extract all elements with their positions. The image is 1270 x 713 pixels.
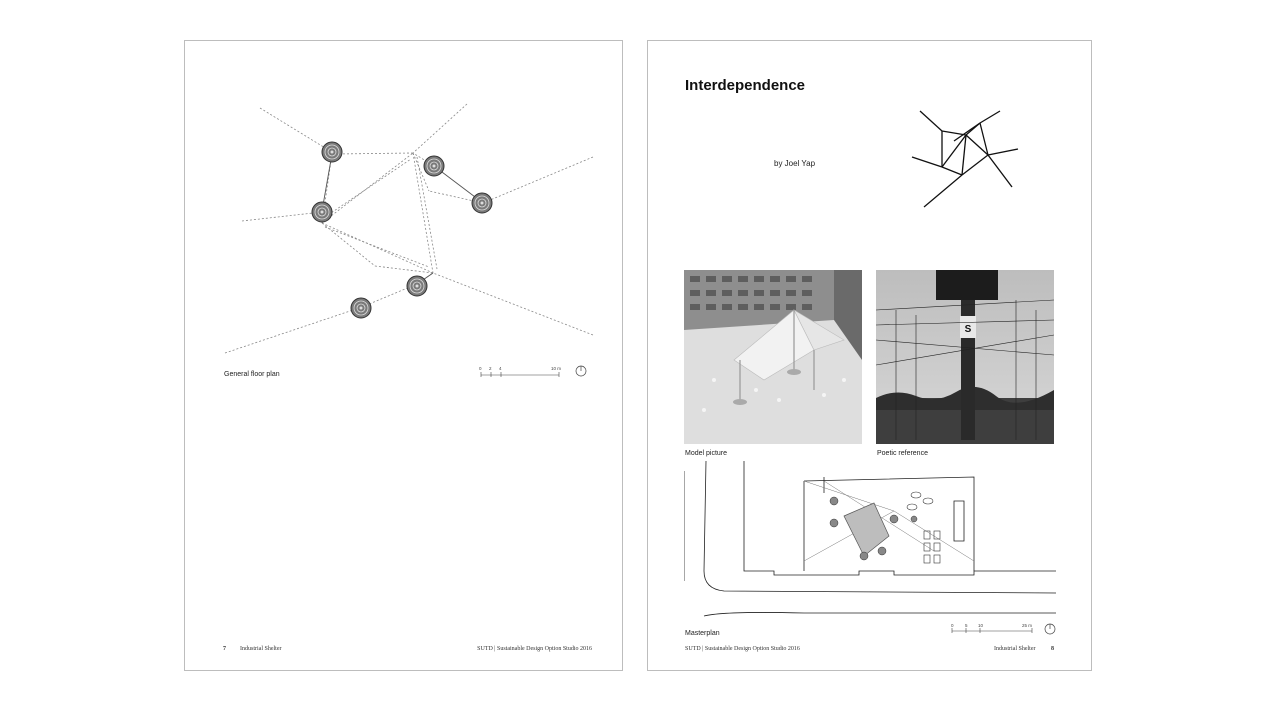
running-title: Industrial Shelter <box>240 646 282 652</box>
scale-tick: 25 m <box>1022 623 1033 628</box>
author-byline: by Joel Yap <box>774 159 816 168</box>
scale-tick: 5 <box>965 623 968 628</box>
north-arrow-icon <box>1045 624 1055 634</box>
model-photo <box>684 270 862 444</box>
scale-tick: 10 m <box>551 366 562 371</box>
sign-letter: S <box>964 324 972 335</box>
column-target-icon <box>407 276 427 296</box>
column-target-icon <box>312 202 332 222</box>
column-target-icon <box>351 298 371 318</box>
scale-tick: 0 <box>951 623 954 628</box>
primary-struts <box>322 154 483 284</box>
left-page <box>184 40 623 671</box>
scale-tick: 2 <box>489 366 492 371</box>
north-arrow-icon <box>576 366 586 376</box>
running-header-left: SUTD | Sustainable Design Option Studio 2016 <box>685 646 800 652</box>
scale-tick: 0 <box>479 366 482 371</box>
masterplan-scale-bar <box>948 619 1060 639</box>
column-target-icon <box>472 193 492 213</box>
right-page <box>647 40 1092 671</box>
figure-caption: General floor plan <box>224 371 280 378</box>
page-number: 8 <box>1051 646 1054 652</box>
running-title: Industrial Shelter <box>994 646 1036 652</box>
concept-diagram <box>910 107 1022 213</box>
masterplan-caption: Masterplan <box>685 630 720 637</box>
column-target-icon <box>424 156 444 176</box>
column-markers <box>312 142 492 318</box>
running-header-right: SUTD | Sustainable Design Option Studio 2016 <box>477 646 592 652</box>
tension-lines <box>225 104 593 353</box>
scale-bar <box>481 372 559 377</box>
photo-caption-model: Model picture <box>685 450 728 457</box>
page-title: Interdependence <box>685 77 806 94</box>
page-number: 7 <box>223 646 226 652</box>
masterplan-drawing <box>684 461 1056 631</box>
column-target-icon <box>322 142 342 162</box>
scale-tick: 4 <box>499 366 502 371</box>
photo-caption-poetic: Poetic reference <box>877 450 928 457</box>
scale-tick: 10 <box>978 623 984 628</box>
floor-plan-drawing <box>185 41 624 672</box>
poetic-reference-photo <box>876 270 1054 444</box>
